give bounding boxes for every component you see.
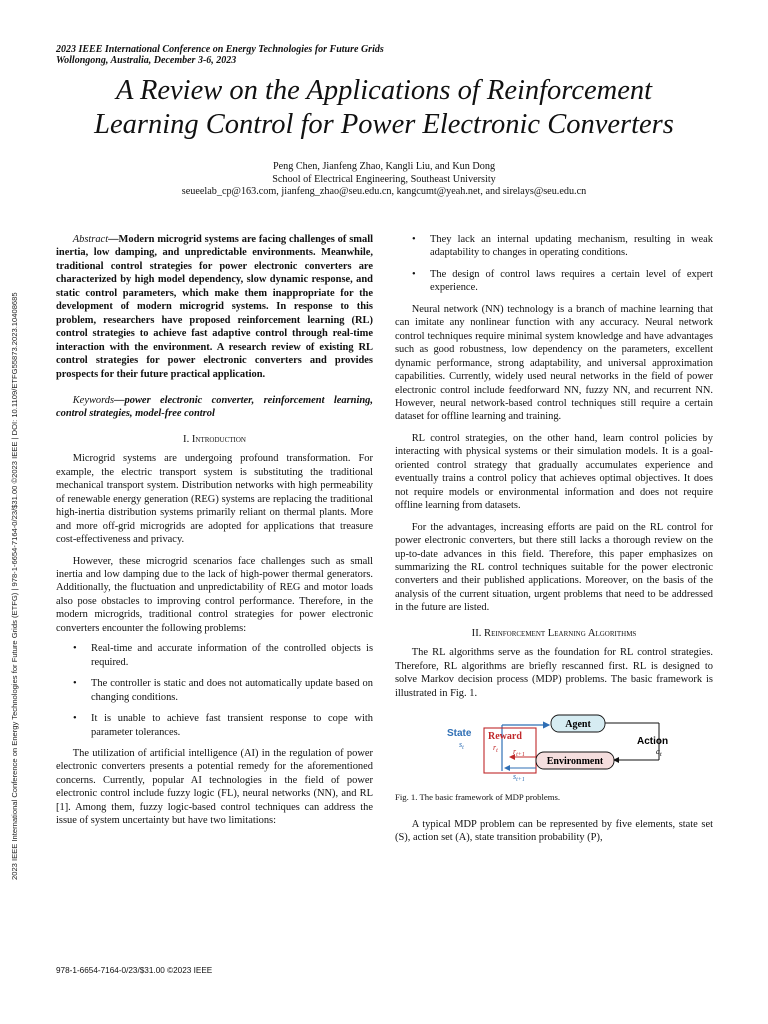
keywords-lead: Keywords [72, 394, 115, 406]
list-item-text: The controller is static and does not automatically update based on changing conditions. [91, 678, 373, 703]
section-heading-rl-algorithms: II. Reinforcement Learning Algorithms [471, 627, 637, 639]
environment-label: Environment [546, 756, 604, 768]
title-line-2: Learning Control for Power Electronic Converters [94, 109, 674, 140]
keywords [56, 394, 373, 421]
list-item [56, 642, 373, 669]
next-state-symbol: $s_{t+1}$ [513, 772, 525, 782]
conference-location: Wollongong, Australia, December 3-6, 2023 [56, 55, 237, 66]
title-line-1: A Review on the Applications of Reinforcement [115, 75, 653, 106]
left-column [56, 233, 373, 828]
bullet-icon: • [73, 713, 77, 725]
intro-paragraph-3: The utilization of artificial intelligence (AI) in the regulation of power electronic converters presents a potential remedy for the aforementioned concerns. Currently, popular AI technologies in the field of power electronic control include fuzzy logic (FL), neural networks (NN), and RL [1]. Among them, fuzzy logic-based control techniques can address the issue of system uncertainty but have two limitations: [56, 747, 373, 827]
footer-copyright: 978-1-6654-7164-0/23/$31.00 ©2023 IEEE [56, 966, 213, 975]
reward-symbol: $r_t$ [493, 743, 498, 755]
paper-title [40, 74, 728, 142]
list-item-text: Real-time and accurate information of the controlled objects is required. [91, 643, 373, 668]
reward-label: Reward [488, 731, 522, 743]
figure-caption: Fig. 1. The basic framework of MDP problems. [395, 791, 561, 802]
intro-paragraph-1: Microgrid systems are undergoing profound transformation. For example, the electric transport system is substituting the traditional mechanical transport system. Distribution networks with high permeability of renewable energy generation (REG) systems are replacing the traditional high-inertia distribution systems primarily reliant on thermal plants. More and more off-grid microgrids are adopted for applications that treasure cost-effectiveness and privacy. [56, 453, 373, 546]
bullet-icon: • [412, 234, 416, 245]
abstract-lead: Abstract [72, 234, 109, 245]
bullet-icon: • [412, 268, 416, 280]
intro-paragraph-4: Neural network (NN) technology is a branch of machine learning that can imitate any nonlinear function with any accuracy. Neural network control techniques require minimal system knowledge and have advantages such as good robustness, low dependency on the parameters, excellent dynamic performance, strong adaptability, and universal approximation capabilities. Currently, widely used neural networks in the field of power electronic control include feedforward NN, fuzzy NN, and recurrent NN. However, neural network-based control techniques still require a certain dataset for offline learning and training. [395, 303, 713, 423]
right-column [395, 233, 713, 845]
abstract-text: —Modern microgrid systems are facing challenges of small inertia, low damping, and unpredictable environments. Meanwhile, traditional control strategies for power electronic converters are characterized by high model dependency, slow dynamic response, and static control parameters, which make them inappropriate for the development of modern microgrid systems. In response to this problem, researchers have proposed reinforcement learning (RL) control strategies to achieve fast adaptive control through real-time interaction with the environment. A research review of existing RL control strategies for power electronic converters and provides prospects for their future practical application. [56, 234, 373, 380]
next-reward-symbol: $r_{t+1}$ [513, 747, 525, 759]
section-heading-introduction: I. Introduction [183, 433, 246, 445]
list-item [56, 677, 373, 704]
keywords-text: —power electronic converter, reinforcement learning, control strategies, model-free control [56, 394, 373, 420]
list-item [56, 712, 373, 739]
author-names: Peng Chen, Jianfeng Zhao, Kangli Liu, and Kun Dong [272, 161, 496, 172]
problem-list [56, 642, 373, 739]
list-item [395, 268, 713, 295]
bullet-icon: • [73, 678, 77, 690]
author-emails: seueelab_cp@163.com, jianfeng_zhao@seu.edu.cn, kangcumt@yeah.net, and sirelays@seu.edu.cn [181, 186, 587, 197]
abstract [56, 233, 373, 381]
bullet-icon: • [73, 643, 77, 655]
author-affiliation: School of Electrical Engineering, Southeast University [272, 173, 496, 185]
list-item-text: It is unable to achieve fast transient response to cope with parameter tolerances. [91, 713, 373, 738]
state-symbol: $s_t$ [459, 740, 464, 752]
list-item-text: They lack an internal updating mechanism, resulting in weak adaptability to changes in operating conditions. [430, 234, 713, 259]
intro-paragraph-2: However, these microgrid scenarios face challenges such as small inertia and low damping due to the lack of high-power thermal generators. Additionally, the fluctuation and unpredictability of REG and motor loads also pose obstacles to improving control performance. Therefore, in the modern microgrids, traditional control strategies for power electronic converters encounter the following problems: [56, 555, 373, 634]
conference-name: 2023 IEEE International Conference on Energy Technologies for Future Grids [56, 44, 384, 55]
action-symbol: $a_t$ [656, 747, 662, 759]
rl-paragraph-2: A typical MDP problem can be represented by five elements, state set (S), action set (A), state transition probability (P), [395, 818, 713, 844]
conference-header [56, 44, 384, 66]
agent-label: Agent [565, 719, 591, 731]
list-item [395, 233, 713, 260]
side-identifier [10, 140, 24, 880]
rl-paragraph-1: The RL algorithms serve as the foundation for RL control strategies. Therefore, RL algorithms are briefly rescanned first. RL is designed to solve Markov decision process (MDP) problems. The basic framework is illustrated in Fig. 1. [395, 647, 713, 699]
author-block [40, 161, 728, 199]
action-label: Action [637, 736, 669, 748]
side-identifier-text: 2023 IEEE International Conference on Energy Technologies for Future Grids (ETFG) | 978-1-6654-7164-0/23/$31.00 ©2023 IEEE | DOI: 10.1109/ETFG55873.2023.10408685 [10, 292, 19, 880]
fuzzy-limitations-list [395, 233, 713, 295]
intro-paragraph-5: RL control strategies, on the other hand, learn control policies by interacting with physical systems or their simulation models. It is a goal-oriented control strategy that gradually accumulates experience and eventually trains a control policy that achieves optimal objectives. It does not require models or environmental information and does not require offline learning from datasets. [395, 432, 713, 512]
list-item-text: The design of control laws requires a certain level of expert experience. [430, 268, 713, 294]
state-label: State [447, 728, 472, 740]
intro-paragraph-6: For the advantages, increasing efforts are paid on the RL control for power electronic converters, but there still lacks a thorough review on the up-to-date advances in this field. Therefore, this paper emphasizes on summarizing the RL control techniques suitable for the power electronic converters and their published applications. Moreover, on the basis of the analysis of the current situation, urgent problems that need to be addressed in the future are listed. [395, 521, 713, 614]
mdp-framework-figure [401, 713, 701, 781]
